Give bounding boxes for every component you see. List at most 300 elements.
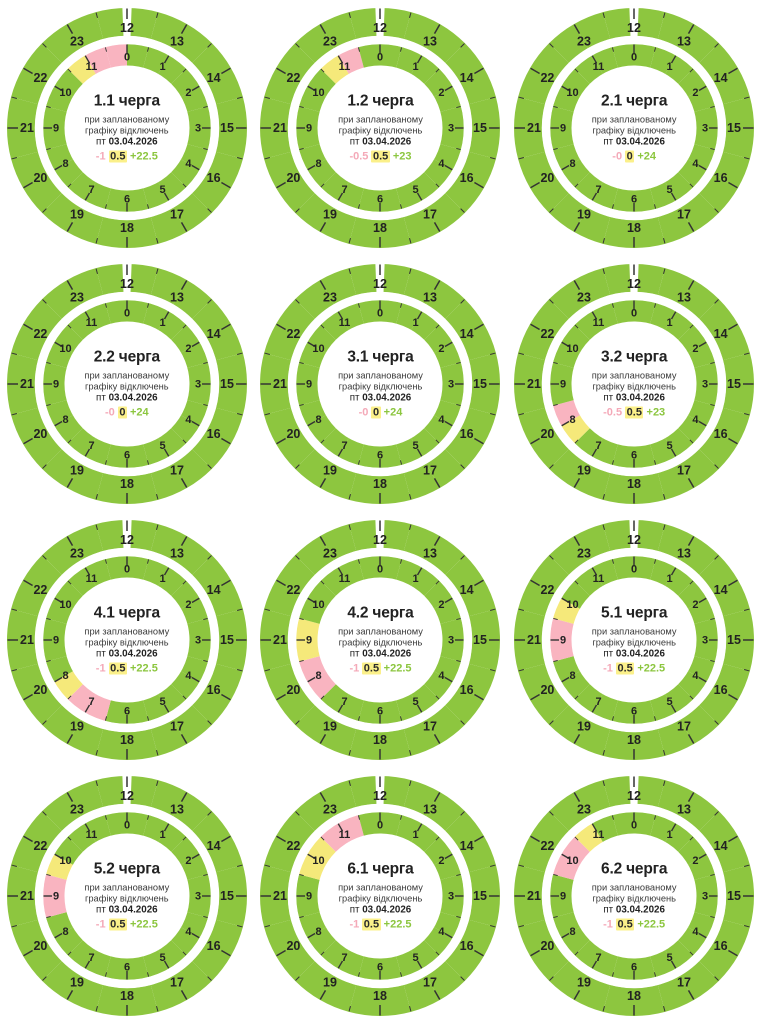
dial-svg [510,516,758,764]
hour-label-inner: 4 [438,926,446,939]
hour-label-outer: 15 [219,633,234,647]
hour-label-inner: 0 [631,819,638,832]
hour-label-inner: 4 [185,670,192,683]
hour-label-outer: 22 [540,71,555,85]
total-maybe-hours: 0.5 [110,150,126,163]
hour-label-outer: 20 [540,427,555,441]
center-disc [315,578,442,702]
dial-cell [0,512,254,768]
hour-label-inner: 8 [62,670,69,683]
hour-label-outer: 20 [33,427,48,441]
hour-label-outer: 19 [69,719,84,734]
hour-label-outer: 21 [273,377,288,391]
hour-label-outer: 21 [273,121,288,135]
hour-label-inner: 3 [702,122,709,135]
hour-label-inner: 9 [560,378,567,391]
dial-cell [254,0,508,256]
hour-label-outer: 21 [527,121,542,135]
queue-title: 4.1 черга [93,604,160,622]
center-disc [65,834,192,958]
hour-label-inner: 7 [88,440,95,453]
hour-label-outer: 17 [169,975,184,990]
schedule-note-line1: при запланованому [338,626,423,637]
hour-label-inner: 1 [159,573,166,586]
hour-label-inner: 2 [438,855,446,868]
hour-label-outer: 19 [577,975,592,990]
hour-label-inner: 3 [448,634,455,647]
hour-label-inner: 6 [377,705,384,718]
hour-label-outer: 15 [727,889,742,903]
schedule-note-line2: графіку відключень [85,637,169,648]
total-on-hours: +22.5 [383,918,412,931]
hour-label-inner: 0 [631,307,638,320]
center-disc [315,66,442,190]
hour-label-inner: 10 [566,343,579,356]
hour-label-outer: 19 [69,975,84,990]
hour-label-inner: 8 [569,414,576,427]
hour-label-outer: 12 [373,21,388,35]
clock-dial[interactable] [256,260,504,508]
hour-label-inner: 3 [194,378,201,391]
date-value: 03.04.2026 [362,904,412,916]
hour-label-outer: 18 [373,221,388,235]
day-of-week: пт [96,904,106,916]
hour-label-inner: 11 [85,61,98,74]
schedule-note-line1: при запланованому [84,114,170,125]
queue-title: 2.2 черга [93,348,160,366]
dial-svg [256,516,504,764]
dial-cell [254,256,508,512]
hour-label-outer: 21 [273,633,288,647]
hour-label-outer: 19 [69,207,84,222]
hour-label-inner: 2 [438,87,446,100]
hour-label-outer: 22 [540,327,555,341]
dial-svg [3,772,251,1020]
hour-label-outer: 16 [713,939,728,953]
total-maybe-hours: 0.5 [626,406,642,419]
schedule-note-line1: при запланованому [591,882,677,893]
hour-label-inner: 7 [341,952,349,965]
hour-label-inner: 11 [592,61,605,74]
hour-label-inner: 1 [666,829,673,842]
hour-label-outer: 15 [727,121,742,135]
hour-label-outer: 23 [69,802,84,817]
hour-label-outer: 18 [373,477,388,491]
hour-label-outer: 18 [627,989,642,1003]
total-maybe-hours: 0 [372,406,380,419]
hour-label-outer: 13 [423,802,438,817]
hour-label-outer: 16 [460,427,475,441]
hour-label-inner: 9 [52,890,59,903]
dial-cell [254,512,508,768]
hour-label-outer: 15 [219,377,234,391]
hour-label-inner: 6 [631,705,638,718]
hour-label-inner: 8 [62,926,69,939]
hour-label-outer: 17 [677,207,692,222]
hour-label-outer: 23 [577,290,592,305]
hour-label-inner: 10 [59,855,72,868]
hour-label-outer: 14 [460,839,475,853]
hour-label-outer: 22 [33,583,48,597]
queue-title: 6.1 черга [347,860,414,878]
hour-label-outer: 21 [527,633,542,647]
hour-label-inner: 1 [666,573,673,586]
dial-cell [507,256,761,512]
hour-label-outer: 12 [373,789,388,803]
hour-label-inner: 3 [194,122,201,135]
clock-dial[interactable] [3,260,251,508]
hour-label-inner: 9 [560,122,567,135]
total-on-hours: +22.5 [130,662,158,675]
dial-cell [507,0,761,256]
hour-label-outer: 20 [33,683,48,697]
hour-label-outer: 12 [373,533,388,547]
day-of-week: пт [349,392,360,404]
hour-label-inner: 10 [312,87,326,100]
hour-label-outer: 14 [206,839,221,853]
hour-label-inner: 4 [185,414,192,427]
schedule-note-line2: графіку відключень [85,381,169,392]
hour-label-outer: 15 [219,889,234,903]
hour-label-outer: 23 [577,34,592,49]
total-on-hours: +24 [383,406,403,419]
hour-label-inner: 10 [59,87,72,100]
hour-label-inner: 9 [306,890,313,903]
dial-cell [254,768,508,1024]
hour-label-outer: 16 [206,683,221,697]
schedule-note-line2: графіку відключень [338,637,423,648]
center-disc [315,834,442,958]
hour-label-outer: 13 [169,802,184,817]
hour-label-outer: 17 [169,207,184,222]
queue-title: 5.1 черга [601,604,668,622]
total-off-hours: -0 [104,406,115,419]
hour-label-inner: 2 [438,343,446,356]
hour-label-outer: 14 [460,71,475,85]
hour-label-inner: 5 [159,184,166,197]
hour-label-inner: 0 [123,819,130,832]
hour-label-outer: 20 [286,427,301,441]
hour-label-inner: 6 [123,193,130,206]
day-of-week: пт [603,136,614,148]
day-of-week: пт [349,136,360,148]
hour-label-inner: 6 [123,449,130,462]
hour-label-outer: 15 [727,633,742,647]
hour-label-outer: 19 [577,207,592,222]
hour-label-outer: 19 [323,975,338,990]
hour-label-outer: 18 [119,221,134,235]
hour-label-outer: 13 [423,546,438,561]
total-on-hours: +22.5 [637,918,666,931]
dial-svg [510,260,758,508]
hour-label-outer: 17 [423,719,438,734]
hour-label-outer: 19 [69,463,84,478]
schedule-note-line2: графіку відключень [592,893,676,904]
hour-label-outer: 12 [627,533,642,547]
clock-dial[interactable] [256,4,504,252]
hour-label-outer: 21 [273,889,288,903]
hour-label-outer: 22 [286,839,301,853]
hour-label-outer: 23 [69,290,84,305]
hour-label-inner: 11 [592,573,605,586]
hour-label-inner: 8 [569,670,576,683]
center-disc [65,578,192,702]
hour-label-outer: 22 [33,839,48,853]
hour-label-inner: 0 [631,563,638,576]
hour-label-outer: 17 [423,463,438,478]
hour-label-outer: 18 [373,733,388,747]
center-disc [65,322,192,446]
hour-label-inner: 5 [666,440,673,453]
total-maybe-hours: 0.5 [617,662,633,675]
clock-dial[interactable] [510,772,758,1020]
total-off-hours: -1 [603,662,613,675]
hour-label-outer: 19 [577,719,592,734]
clock-dial[interactable] [256,516,504,764]
hour-label-outer: 14 [713,327,728,341]
day-of-week: пт [349,648,360,660]
hour-label-inner: 0 [123,307,130,320]
hour-label-inner: 4 [692,670,699,683]
hour-label-inner: 3 [448,378,455,391]
hour-label-outer: 13 [169,34,184,49]
hour-label-inner: 0 [631,51,638,64]
clock-dial[interactable] [510,516,758,764]
dial-svg [256,772,504,1020]
hour-label-outer: 12 [627,21,642,35]
clock-dial[interactable] [3,772,251,1020]
hour-label-outer: 13 [677,802,692,817]
hour-label-outer: 16 [460,683,475,697]
hour-label-inner: 11 [592,317,605,330]
hour-label-outer: 14 [206,583,221,597]
hour-label-inner: 7 [341,696,349,709]
hour-label-outer: 21 [19,889,34,903]
hour-label-inner: 6 [123,705,130,718]
hour-label-inner: 8 [62,414,69,427]
hour-label-inner: 11 [85,573,98,586]
hour-label-outer: 18 [627,477,642,491]
hour-label-outer: 20 [33,939,48,953]
hour-label-inner: 1 [412,829,420,842]
hour-label-inner: 6 [631,961,638,974]
total-off-hours: -0.5 [603,406,623,419]
hour-label-outer: 23 [69,546,84,561]
hour-label-outer: 16 [460,171,475,185]
queue-title: 1.1 черга [93,92,160,110]
hour-label-outer: 14 [206,71,221,85]
hour-label-inner: 2 [185,599,192,612]
hour-label-outer: 16 [713,683,728,697]
clock-dial[interactable] [510,4,758,252]
hour-label-outer: 12 [627,789,642,803]
hour-label-inner: 7 [341,440,349,453]
hour-label-outer: 12 [119,533,134,547]
hour-label-outer: 17 [423,975,438,990]
hour-label-outer: 20 [286,683,301,697]
hour-label-inner: 11 [339,61,351,74]
schedule-note-line1: при запланованому [591,114,677,125]
hour-label-inner: 10 [312,599,326,612]
hour-label-inner: 10 [312,343,326,356]
hour-label-outer: 14 [713,71,728,85]
hour-label-inner: 1 [159,317,166,330]
hour-label-inner: 1 [412,573,420,586]
hour-label-inner: 8 [315,158,323,171]
hour-label-inner: 1 [159,61,166,74]
hour-label-inner: 1 [666,317,673,330]
hour-label-inner: 4 [692,158,699,171]
schedule-note-line2: графіку відключень [85,125,169,136]
hour-label-inner: 1 [159,829,166,842]
dial-svg [510,772,758,1020]
hour-label-outer: 23 [577,546,592,561]
hour-label-inner: 4 [438,414,446,427]
hour-label-inner: 5 [159,952,166,965]
clock-dial[interactable] [3,4,251,252]
hour-label-outer: 22 [540,839,555,853]
hour-label-inner: 6 [377,193,384,206]
hour-label-outer: 13 [677,290,692,305]
dial-cell [507,512,761,768]
hour-label-inner: 2 [692,855,699,868]
hour-label-inner: 9 [52,634,59,647]
queue-title: 5.2 черга [93,860,160,878]
hour-label-inner: 11 [85,317,98,330]
schedule-note-line1: при запланованому [338,114,423,125]
hour-label-outer: 14 [206,327,221,341]
hour-label-inner: 7 [595,952,602,965]
hour-label-outer: 20 [286,939,301,953]
center-disc [569,66,696,190]
hour-label-inner: 8 [315,926,323,939]
date-value: 03.04.2026 [615,904,665,916]
hour-label-outer: 18 [627,221,642,235]
hour-label-inner: 5 [412,952,420,965]
hour-label-outer: 13 [423,34,438,49]
hour-label-outer: 16 [206,171,221,185]
date-value: 03.04.2026 [108,136,158,148]
hour-label-outer: 14 [713,583,728,597]
hour-label-outer: 22 [286,71,301,85]
day-of-week: пт [603,904,614,916]
hour-label-inner: 11 [85,829,98,842]
hour-label-inner: 10 [59,343,72,356]
hour-label-outer: 17 [677,463,692,478]
total-on-hours: +23 [392,150,412,163]
hour-label-inner: 3 [448,122,455,135]
hour-label-inner: 0 [377,819,384,832]
hour-label-inner: 0 [377,51,384,64]
queue-title: 1.2 черга [347,92,414,110]
hour-label-outer: 18 [627,733,642,747]
schedule-note-line1: при запланованому [591,626,677,637]
hour-label-outer: 23 [323,546,338,561]
hour-label-outer: 20 [540,171,555,185]
hour-label-outer: 12 [119,277,134,291]
clock-dial[interactable] [510,260,758,508]
hour-label-inner: 2 [692,87,699,100]
hour-label-outer: 17 [169,463,184,478]
dial-cell [0,256,254,512]
hour-label-outer: 23 [577,802,592,817]
schedule-note-line2: графіку відключень [592,125,676,136]
total-on-hours: +22.5 [130,918,158,931]
schedule-note-line2: графіку відключень [338,893,423,904]
hour-label-outer: 23 [323,34,338,49]
queue-title: 3.1 черга [347,348,414,366]
hour-label-inner: 10 [566,599,579,612]
schedule-note-line2: графіку відключень [338,125,423,136]
hour-label-inner: 8 [315,670,323,683]
hour-label-outer: 13 [169,546,184,561]
hour-label-outer: 18 [119,477,134,491]
hour-label-inner: 0 [123,563,130,576]
total-maybe-hours: 0.5 [110,662,126,675]
schedule-note-line1: при запланованому [591,370,677,381]
day-of-week: пт [96,392,106,404]
hour-label-outer: 16 [713,427,728,441]
date-value: 03.04.2026 [108,904,158,916]
date-value: 03.04.2026 [108,648,158,660]
hour-label-outer: 19 [323,207,338,222]
hour-label-inner: 5 [666,952,673,965]
hour-label-outer: 16 [206,939,221,953]
hour-label-inner: 5 [666,184,673,197]
hour-label-outer: 17 [677,975,692,990]
hour-label-outer: 19 [323,719,338,734]
hour-label-outer: 23 [323,802,338,817]
hour-label-outer: 15 [473,633,488,647]
dial-svg [3,516,251,764]
hour-label-outer: 21 [19,633,34,647]
hour-label-inner: 4 [692,414,699,427]
total-off-hours: -1 [95,918,106,931]
hour-label-inner: 3 [702,378,709,391]
hour-label-outer: 23 [69,34,84,49]
dial-svg [256,260,504,508]
hour-label-inner: 2 [692,343,699,356]
date-value: 03.04.2026 [108,392,158,404]
hour-label-inner: 11 [592,829,605,842]
hour-label-outer: 15 [473,377,488,391]
day-of-week: пт [349,904,360,916]
hour-label-outer: 20 [540,683,555,697]
hour-label-inner: 5 [412,184,420,197]
hour-label-inner: 9 [306,122,313,135]
hour-label-inner: 5 [412,696,420,709]
hour-label-inner: 0 [123,51,130,64]
hour-label-inner: 5 [159,696,166,709]
hour-label-inner: 4 [438,670,446,683]
schedule-note-line1: при запланованому [338,370,423,381]
hour-label-outer: 15 [727,377,742,391]
total-on-hours: +24 [130,406,149,419]
hour-label-outer: 20 [33,171,48,185]
hour-label-inner: 7 [595,696,602,709]
hour-label-outer: 15 [473,121,488,135]
date-value: 03.04.2026 [362,648,412,660]
total-maybe-hours: 0.5 [617,918,633,931]
clock-dial[interactable] [256,772,504,1020]
hour-label-outer: 21 [527,377,542,391]
clock-dial[interactable] [3,516,251,764]
schedule-note-line2: графіку відключень [592,637,676,648]
total-off-hours: -0 [612,150,623,163]
total-off-hours: -1 [349,662,360,675]
dial-cell [507,768,761,1024]
hour-label-inner: 3 [702,634,709,647]
